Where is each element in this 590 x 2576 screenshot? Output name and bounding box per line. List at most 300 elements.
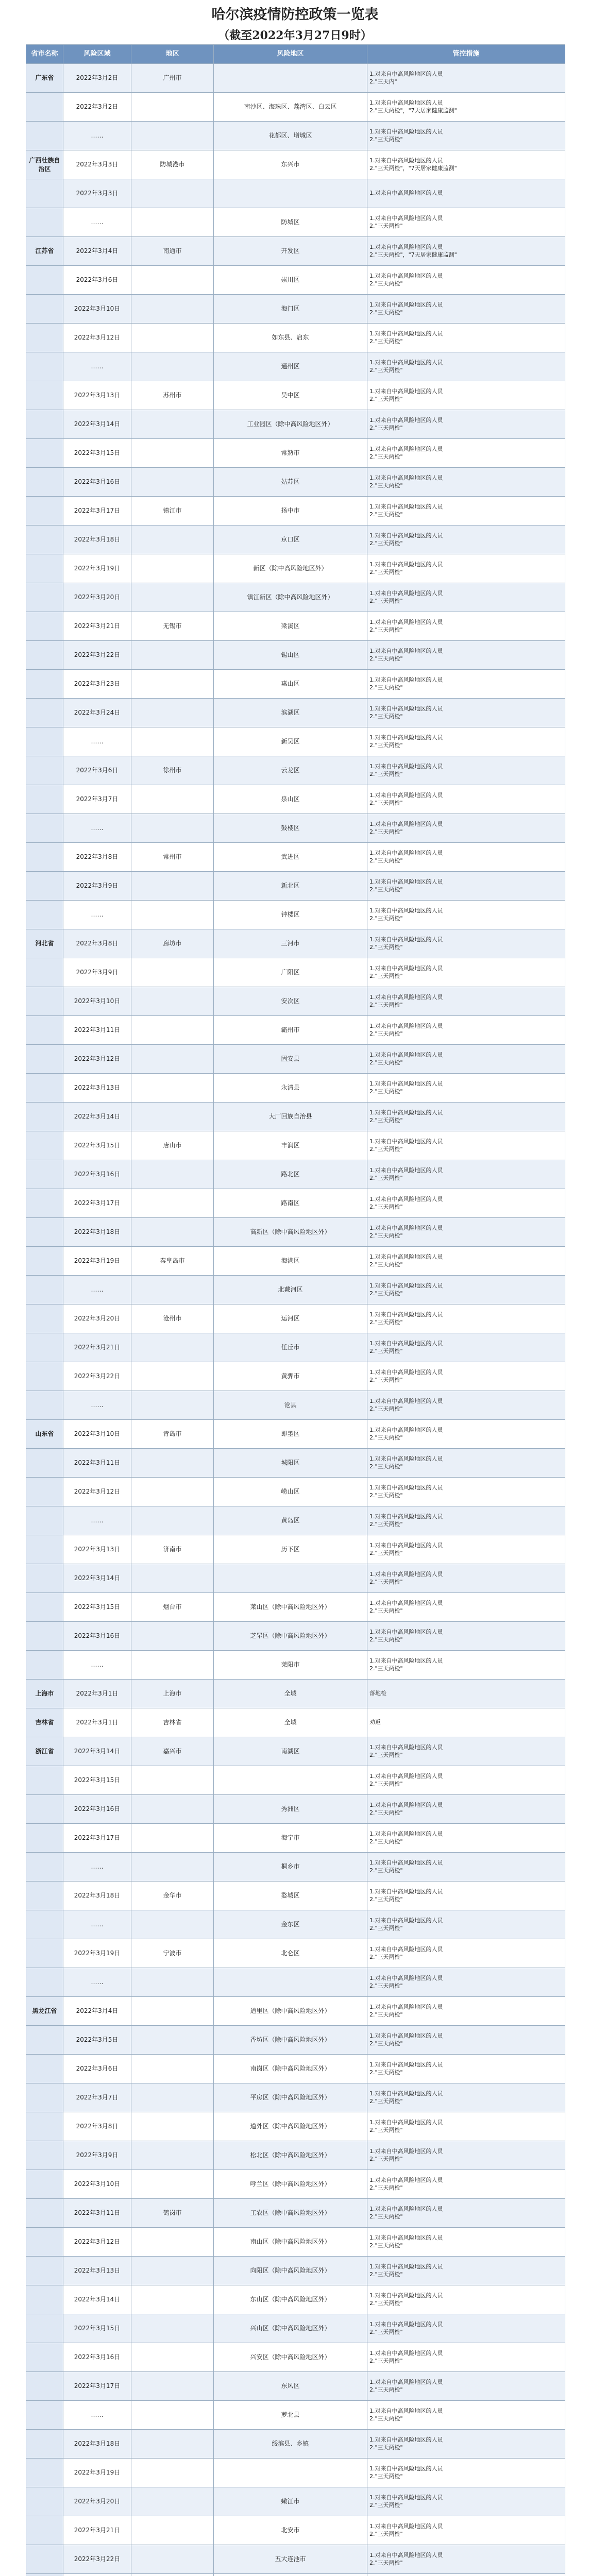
date-cell: …… [63, 727, 131, 756]
city-cell: 沧州市 [131, 1304, 214, 1333]
area-cell: 婺城区 [214, 1882, 367, 1910]
table-row [26, 670, 565, 699]
province-cell [26, 1160, 63, 1189]
province-cell [26, 2314, 63, 2343]
table-row [26, 2343, 565, 2372]
table-row [26, 1651, 565, 1680]
province-cell [26, 1593, 63, 1622]
area-cell: 任丘市 [214, 1333, 367, 1362]
province-cell [26, 2199, 63, 2228]
province-cell [26, 1276, 63, 1304]
province-cell [26, 2574, 63, 2576]
measure-cell: 1.对来自中高风险地区的人员 2."三天两检" [367, 2199, 565, 2228]
date-cell: 2022年3月9日 [63, 2141, 131, 2170]
city-cell [131, 1997, 214, 2026]
city-cell: 廊坊市 [131, 929, 214, 958]
date-cell: 2022年3月19日 [63, 2459, 131, 2487]
date-cell: …… [63, 814, 131, 843]
province-cell [26, 2516, 63, 2545]
table-row [26, 64, 565, 93]
city-cell: 防城港市 [131, 150, 214, 179]
date-cell: 2022年3月6日 [63, 756, 131, 785]
table-row [26, 1622, 565, 1651]
table-row [26, 122, 565, 150]
measure-cell: 1.对来自中高风险地区的人员 2."三天两检" [367, 122, 565, 150]
province-cell [26, 410, 63, 439]
city-cell [131, 2055, 214, 2083]
date-cell: 2022年3月20日 [63, 2487, 131, 2516]
area-cell: 城阳区 [214, 1449, 367, 1478]
date-cell: 2022年3月16日 [63, 1622, 131, 1651]
city-cell [131, 439, 214, 468]
date-cell: …… [63, 208, 131, 237]
area-cell: 崇川区 [214, 266, 367, 295]
province-cell [26, 1391, 63, 1420]
area-cell: 莱山区（除中高风险地区外） [214, 1593, 367, 1622]
city-cell: 唐山市 [131, 1131, 214, 1160]
date-cell: 2022年3月12日 [63, 324, 131, 352]
area-cell: 锡山区 [214, 641, 367, 670]
measure-cell: 1.对来自中高风险地区的人员 [367, 179, 565, 208]
measure-cell: 1.对来自中高风险地区的人员 2."三天两检" [367, 1737, 565, 1766]
area-cell: 即墨区 [214, 1420, 367, 1449]
table-row [26, 439, 565, 468]
city-cell: 宁波市 [131, 1939, 214, 1968]
table-row [26, 2459, 565, 2487]
table-row [26, 1131, 565, 1160]
city-cell [131, 670, 214, 699]
city-cell [131, 2170, 214, 2199]
date-cell: …… [63, 2401, 131, 2430]
date-cell: 2022年3月13日 [63, 1074, 131, 1103]
city-cell [131, 2372, 214, 2401]
measure-cell: 1.对来自中高风险地区的人员 2."三天两检" [367, 439, 565, 468]
table-row [26, 1506, 565, 1535]
measure-cell: 1.对来自中高风险地区的人员 2."三天两检" [367, 2257, 565, 2285]
province-cell [26, 2285, 63, 2314]
measure-cell: 1.对来自中高风险地区的人员 2."三天内" [367, 64, 565, 93]
table-row [26, 1708, 565, 1737]
city-cell [131, 1506, 214, 1535]
date-cell: 2022年3月15日 [63, 2314, 131, 2343]
province-cell [26, 901, 63, 929]
area-cell: 南湖区 [214, 1737, 367, 1766]
area-cell: 向阳区（除中高风险地区外） [214, 2257, 367, 2285]
city-cell: 烟台市 [131, 1593, 214, 1622]
city-cell [131, 208, 214, 237]
measure-cell: 1.对来自中高风险地区的人员 2."三天两检" [367, 987, 565, 1016]
area-cell: 道外区（除中高风险地区外） [214, 2112, 367, 2141]
table-row [26, 2228, 565, 2257]
date-cell: 2022年3月15日 [63, 1131, 131, 1160]
date-cell: 2022年3月16日 [63, 468, 131, 497]
measure-cell: 1.对来自中高风险地区的人员 2."三天两检" [367, 2372, 565, 2401]
measure-cell: 1.对来自中高风险地区的人员 2."三天两检" [367, 1506, 565, 1535]
province-cell [26, 1304, 63, 1333]
city-cell [131, 1795, 214, 1824]
area-cell: 广阳区 [214, 958, 367, 987]
area-cell: 萝北县 [214, 2401, 367, 2430]
province-cell [26, 1795, 63, 1824]
date-cell: 2022年3月2日 [63, 64, 131, 93]
province-cell [26, 1218, 63, 1247]
province-cell: 河北省 [26, 929, 63, 958]
date-cell: 2022年3月23日 [63, 670, 131, 699]
date-cell: 2022年3月11日 [63, 2199, 131, 2228]
city-cell [131, 1103, 214, 1131]
city-cell [131, 1766, 214, 1795]
table-row [26, 1910, 565, 1939]
date-cell: 2022年3月7日 [63, 785, 131, 814]
table-row [26, 1968, 565, 1997]
city-cell [131, 641, 214, 670]
table-row [26, 2545, 565, 2574]
date-cell: 2022年3月14日 [63, 1103, 131, 1131]
area-cell: 北戴河区 [214, 1276, 367, 1304]
measure-cell: 1.对来自中高风险地区的人员 2."三天两检" [367, 901, 565, 929]
measure-cell: 1.对来自中高风险地区的人员 2."三天两检" [367, 1160, 565, 1189]
area-cell: 常熟市 [214, 439, 367, 468]
province-cell: 广西壮族自治区 [26, 150, 63, 179]
province-cell [26, 2257, 63, 2285]
table-row [26, 2083, 565, 2112]
province-cell [26, 208, 63, 237]
measure-cell: 1.对来自中高风险地区的人员 2."三天两检" [367, 526, 565, 554]
measure-cell: 1.对来自中高风险地区的人员 2."三天两检" [367, 1218, 565, 1247]
date-cell: 2022年3月8日 [63, 843, 131, 872]
city-cell [131, 2026, 214, 2055]
province-cell [26, 583, 63, 612]
city-cell [131, 2257, 214, 2285]
table-row [26, 2199, 565, 2228]
table-row [26, 1247, 565, 1276]
city-cell [131, 872, 214, 901]
table-row [26, 929, 565, 958]
measure-cell: 1.对来自中高风险地区的人员 2."三天两检" [367, 1622, 565, 1651]
date-cell: 2022年3月17日 [63, 2372, 131, 2401]
header-area: 风险地区 [214, 45, 367, 64]
date-cell: 2022年3月13日 [63, 1535, 131, 1564]
city-cell [131, 2545, 214, 2574]
province-cell [26, 381, 63, 410]
area-cell: 香坊区（除中高风险地区外） [214, 2026, 367, 2055]
table-row [26, 468, 565, 497]
measure-cell: 1.对来自中高风险地区的人员 2."三天两检" [367, 1304, 565, 1333]
table-row [26, 497, 565, 526]
area-cell: 吴中区 [214, 381, 367, 410]
date-cell: 2022年3月19日 [63, 1247, 131, 1276]
measure-cell: 1.对来自中高风险地区的人员 2."三天两检" [367, 958, 565, 987]
table-row [26, 266, 565, 295]
city-cell: 上海市 [131, 1680, 214, 1708]
table-row [26, 2516, 565, 2545]
province-cell [26, 2459, 63, 2487]
measure-cell: 1.对来自中高风险地区的人员 2."三天两检" [367, 1131, 565, 1160]
measure-cell: 1.对来自中高风险地区的人员 2."三天两检" [367, 1247, 565, 1276]
date-cell: 2022年3月3日 [63, 179, 131, 208]
date-cell: 2022年3月10日 [63, 1420, 131, 1449]
table-row [26, 1737, 565, 1766]
date-cell: 2022年3月10日 [63, 295, 131, 324]
province-cell [26, 1016, 63, 1045]
date-cell: …… [63, 352, 131, 381]
measure-cell: 1.对来自中高风险地区的人员 2."三天两检" [367, 2170, 565, 2199]
area-cell: 南岗区（除中高风险地区外） [214, 2055, 367, 2083]
province-cell [26, 958, 63, 987]
province-cell [26, 2343, 63, 2372]
city-cell [131, 814, 214, 843]
date-cell: 2022年3月16日 [63, 1160, 131, 1189]
city-cell: 广州市 [131, 64, 214, 93]
date-cell [63, 2574, 131, 2576]
table-row [26, 612, 565, 641]
city-cell [131, 554, 214, 583]
area-cell: 大厂回族自治县 [214, 1103, 367, 1131]
page-title: 哈尔滨疫情防控政策一览表 [211, 7, 379, 23]
table-row [26, 2401, 565, 2430]
province-cell [26, 2430, 63, 2459]
date-cell: …… [63, 901, 131, 929]
measure-cell: 1.对来自中高风险地区的人员 2."三天两检"，"7天居家健康监测" [367, 237, 565, 266]
date-cell: 2022年3月21日 [63, 1333, 131, 1362]
province-cell [26, 785, 63, 814]
province-cell [26, 2487, 63, 2516]
province-cell [26, 439, 63, 468]
area-cell: 北仑区 [214, 1939, 367, 1968]
province-cell [26, 727, 63, 756]
measure-cell: 1.对来自中高风险地区的人员 2."三天两检"，"7天居家健康监测" [367, 150, 565, 179]
city-cell: 吉林省 [131, 1708, 214, 1737]
table-row [26, 1824, 565, 1853]
measure-cell: 1.对来自中高风险地区的人员 2."三天两检" [367, 785, 565, 814]
province-cell [26, 497, 63, 526]
province-cell [26, 1131, 63, 1160]
area-cell: 海门区 [214, 295, 367, 324]
measure-cell: 1.对来自中高风险地区的人员 2."三天两检" [367, 1651, 565, 1680]
date-cell: 2022年3月10日 [63, 987, 131, 1016]
city-cell [131, 1074, 214, 1103]
city-cell [131, 727, 214, 756]
measure-cell: 1.对来自中高风险地区的人员 2."三天两检" [367, 1103, 565, 1131]
table-row [26, 1535, 565, 1564]
measure-cell: 1.对来自中高风险地区的人员 2."三天两检" [367, 2430, 565, 2459]
area-cell: 滨湖区 [214, 699, 367, 727]
date-cell: 2022年3月9日 [63, 958, 131, 987]
province-cell [26, 1478, 63, 1506]
table-row [26, 1333, 565, 1362]
measure-cell: 1.对来自中高风险地区的人员 2."三天两检" [367, 641, 565, 670]
measure-cell: 1.对来自中高风险地区的人员 2."三天两检" [367, 266, 565, 295]
table-row [26, 2026, 565, 2055]
table-row [26, 1016, 565, 1045]
table-row [26, 1478, 565, 1506]
area-cell: 新区（除中高风险地区外） [214, 554, 367, 583]
province-cell [26, 1362, 63, 1391]
area-cell: 松北区（除中高风险地区外） [214, 2141, 367, 2170]
city-cell [131, 2141, 214, 2170]
province-cell [26, 352, 63, 381]
measure-cell: 劝返 [367, 1708, 565, 1737]
measure-cell: 1.对来自中高风险地区的人员 2."三天两检" [367, 1362, 565, 1391]
province-cell [26, 1247, 63, 1276]
date-cell: 2022年3月17日 [63, 497, 131, 526]
area-cell: 鼓楼区 [214, 814, 367, 843]
area-cell: 运河区 [214, 1304, 367, 1333]
area-cell: 历下区 [214, 1535, 367, 1564]
province-cell: 山东省 [26, 1420, 63, 1449]
date-cell: …… [63, 1910, 131, 1939]
province-cell [26, 2401, 63, 2430]
province-cell [26, 2055, 63, 2083]
area-cell: 安次区 [214, 987, 367, 1016]
province-cell [26, 872, 63, 901]
date-cell: 2022年3月22日 [63, 2545, 131, 2574]
table-row [26, 1795, 565, 1824]
city-cell [131, 1824, 214, 1853]
area-cell [214, 2459, 367, 2487]
area-cell: 路南区 [214, 1189, 367, 1218]
measure-cell: 1.对来自中高风险地区的人员 2."三天两检" [367, 699, 565, 727]
province-cell [26, 1074, 63, 1103]
area-cell: 秀洲区 [214, 1795, 367, 1824]
city-cell [131, 901, 214, 929]
date-cell: 2022年3月8日 [63, 2112, 131, 2141]
area-cell: 高新区（除中高风险地区外） [214, 1218, 367, 1247]
measure-cell: 1.对来自中高风险地区的人员 2."三天两检" [367, 497, 565, 526]
province-cell [26, 670, 63, 699]
province-cell [26, 179, 63, 208]
table-row [26, 295, 565, 324]
date-cell: …… [63, 1853, 131, 1882]
province-cell [26, 2141, 63, 2170]
area-cell: 呼兰区（除中高风险地区外） [214, 2170, 367, 2199]
measure-cell: 1.对来自中高风险地区的人员 2."三天两检" [367, 872, 565, 901]
city-cell [131, 699, 214, 727]
measure-cell: 1.对来自中高风险地区的人员 2."三天两检" [367, 1045, 565, 1074]
table-row [26, 93, 565, 122]
measure-cell: 1.对来自中高风险地区的人员 2."三天两检" [367, 2285, 565, 2314]
area-cell: 东山区（除中高风险地区外） [214, 2285, 367, 2314]
area-cell: 武进区 [214, 843, 367, 872]
measure-cell: 1.对来自中高风险地区的人员 2."三天两检" [367, 2026, 565, 2055]
date-cell: 2022年3月10日 [63, 2170, 131, 2199]
city-cell [131, 2083, 214, 2112]
city-cell [131, 122, 214, 150]
measure-cell: 1.对来自中高风险地区的人员 2."三天两检" [367, 1910, 565, 1939]
city-cell [131, 1189, 214, 1218]
measure-cell: 1.对来自中高风险地区的人员 2."三天两检" [367, 1795, 565, 1824]
city-cell [131, 1910, 214, 1939]
date-cell: 2022年3月14日 [63, 410, 131, 439]
date-cell: 2022年3月5日 [63, 2026, 131, 2055]
area-cell: 沧县 [214, 1391, 367, 1420]
city-cell: 常州市 [131, 843, 214, 872]
table-row [26, 179, 565, 208]
province-cell [26, 1506, 63, 1535]
measure-cell: 1.对来自中高风险地区的人员 2."三天两检" [367, 2459, 565, 2487]
area-cell: 永清县 [214, 1074, 367, 1103]
header-date: 风险区域 [63, 45, 131, 64]
table-row [26, 2257, 565, 2285]
measure-cell: 1.对来自中高风险地区的人员 2."三天两检" [367, 1016, 565, 1045]
city-cell [131, 583, 214, 612]
area-cell: 京口区 [214, 526, 367, 554]
area-cell: 五大连池市 [214, 2545, 367, 2574]
city-cell [131, 1333, 214, 1362]
province-cell [26, 641, 63, 670]
city-cell [131, 1564, 214, 1593]
table-row [26, 1564, 565, 1593]
city-cell [131, 2430, 214, 2459]
area-cell: 通州区 [214, 352, 367, 381]
area-cell: 绥滨县、乡镇 [214, 2430, 367, 2459]
province-cell [26, 1968, 63, 1997]
measure-cell: 1.对来自中高风险地区的人员 2."三天两检" [367, 2401, 565, 2430]
area-cell: 防城区 [214, 208, 367, 237]
area-cell [214, 1564, 367, 1593]
city-cell [131, 324, 214, 352]
city-cell [131, 1016, 214, 1045]
date-cell: 2022年3月14日 [63, 1564, 131, 1593]
province-cell [26, 266, 63, 295]
province-cell [26, 1449, 63, 1478]
city-cell [131, 1968, 214, 1997]
area-cell: 东风区 [214, 2372, 367, 2401]
date-cell: …… [63, 122, 131, 150]
city-cell [131, 1045, 214, 1074]
city-cell [131, 2459, 214, 2487]
province-cell [26, 1853, 63, 1882]
table-row [26, 1766, 565, 1795]
city-cell: 无锡市 [131, 612, 214, 641]
province-cell [26, 1766, 63, 1795]
province-cell: 江苏省 [26, 237, 63, 266]
date-cell: 2022年3月20日 [63, 583, 131, 612]
area-cell: 海港区 [214, 1247, 367, 1276]
city-cell [131, 1160, 214, 1189]
date-cell: 2022年3月18日 [63, 526, 131, 554]
province-cell [26, 1333, 63, 1362]
city-cell [131, 1853, 214, 1882]
date-cell: 2022年3月22日 [63, 641, 131, 670]
area-cell [214, 1968, 367, 1997]
date-cell: 2022年3月6日 [63, 2055, 131, 2083]
measure-cell: 1.对来自中高风险地区的人员 2."三天两检" [367, 2055, 565, 2083]
province-cell [26, 554, 63, 583]
city-cell [131, 2112, 214, 2141]
measure-cell: 1.对来自中高风险地区的人员 2."三天两检" [367, 2487, 565, 2516]
date-cell: 2022年3月18日 [63, 2430, 131, 2459]
city-cell [131, 2343, 214, 2372]
area-cell: 金东区 [214, 1910, 367, 1939]
table-row [26, 872, 565, 901]
province-cell [26, 1045, 63, 1074]
province-cell [26, 122, 63, 150]
date-cell: 2022年3月18日 [63, 1882, 131, 1910]
date-cell: 2022年3月24日 [63, 699, 131, 727]
table-row [26, 554, 565, 583]
city-cell [131, 2401, 214, 2430]
measure-cell: 1.对来自中高风险地区的人员 2."三天两检" [367, 554, 565, 583]
table-row [26, 958, 565, 987]
date-cell: 2022年3月4日 [63, 1997, 131, 2026]
measure-cell: 1.对来自中高风险地区的人员 2."三天两检" [367, 295, 565, 324]
table-row [26, 1853, 565, 1882]
date-cell: 2022年3月19日 [63, 1939, 131, 1968]
area-cell: 嫩江市 [214, 2487, 367, 2516]
measure-cell: 1.对来自中高风险地区的人员 2."三天两检" [367, 1535, 565, 1564]
city-cell [131, 2314, 214, 2343]
